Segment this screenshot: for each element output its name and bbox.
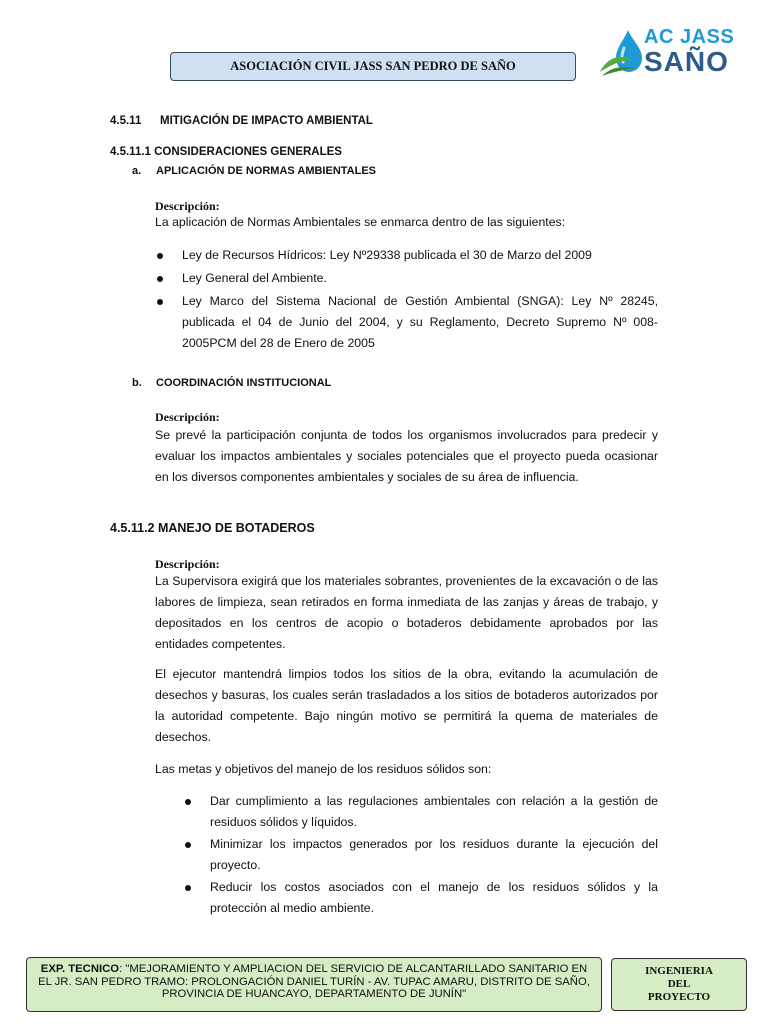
- paragraph-2: El ejecutor mantendrá limpios todos los sitios de la obra, evitando la acumulación de desechos y basuras, los cuales serán trasladados a los sitios de botaderos autorizados por la autoridad competente. Bajo ningún motivo se permitirá la quema de materiales de desechos.: [155, 667, 658, 744]
- water-drop-icon: [598, 26, 646, 78]
- logo-text-bottom: SAÑO: [644, 46, 729, 77]
- list-item: Dar cumplimiento a las regulaciones ambientales con relación a la gestión de residuos sólidos y líquidos.: [210, 791, 658, 833]
- bullet-list-c: [210, 791, 658, 919]
- list-item: Reducir los costos asociados con el manejo de los residuos sólidos y la protección al medio ambiente.: [210, 877, 658, 919]
- header-title: ASOCIACIÓN CIVIL JASS SAN PEDRO DE SAÑO: [230, 59, 516, 73]
- logo-text-top: AC JASS: [644, 26, 735, 48]
- bullet-icon: [185, 842, 191, 848]
- paragraph-3: Las metas y objetivos del manejo de los residuos sólidos son:: [155, 762, 492, 776]
- description-label-c: Descripción:: [155, 557, 220, 571]
- description-label-b: Descripción:: [155, 410, 220, 424]
- bullet-icon: [157, 253, 163, 259]
- footer-label: EXP. TECNICO: [40, 963, 120, 975]
- subsection-title-1: 4.5.11.1 CONSIDERACIONES GENERALES: [110, 146, 342, 158]
- bullet-icon: [185, 885, 191, 891]
- list-item: Minimizar los impactos generados por los residuos durante la ejecución del proyecto.: [210, 834, 658, 876]
- item-a-marker: a.: [132, 165, 142, 177]
- section-title: MITIGACIÓN DE IMPACTO AMBIENTAL: [160, 115, 373, 127]
- intro-text-a: La aplicación de Normas Ambientales se enmarca dentro de las siguientes:: [155, 215, 566, 229]
- footer-text: : "MEJORAMIENTO Y AMPLIACION DEL SERVICIO DE ALCANTARILLADO SANITARIO EN EL JR. SAN PEDRO TRAMO: PROLONGACIÓN DANIEL TURÍN - AV. TUPAC AMARU, DISTRITO DE SAÑO, PROVINCIA DE HUANCAYO, DEPARTAMENTO DE JUNÍN": [38, 963, 590, 1000]
- bullet-icon: [185, 799, 191, 805]
- bullet-icon: [157, 299, 163, 305]
- list-item: Ley General del Ambiente.: [182, 268, 658, 289]
- footer-right-line-1: INGENIERIA: [645, 965, 713, 977]
- header-title-box: [170, 52, 576, 81]
- item-b-marker: b.: [132, 377, 142, 389]
- subsection-title-2: 4.5.11.2 MANEJO DE BOTADEROS: [110, 521, 315, 535]
- footer-right-line-2: DEL: [667, 978, 691, 990]
- item-a-title: APLICACIÓN DE NORMAS AMBIENTALES: [156, 165, 376, 177]
- logo: [598, 26, 735, 78]
- description-label-a: Descripción:: [155, 199, 220, 213]
- list-item: Ley Marco del Sistema Nacional de Gestión Ambiental (SNGA): Ley Nº 28245, publicada el 04 de Junio del 2004, y su Reglamento, Decreto Supremo Nº 008-2005PCM del 28 de Enero de 2005: [182, 291, 658, 354]
- bullet-icon: [157, 276, 163, 282]
- bullet-list-a: [182, 245, 658, 354]
- paragraph-b: Se prevé la participación conjunta de todos los organismos involucrados para predecir y evaluar los impactos ambientales y sociales potenciales que el proyecto pueda ocasionar en los diversos componentes ambientales y sociales de su área de influencia.: [155, 428, 658, 484]
- paragraph-1: La Supervisora exigirá que los materiales sobrantes, provenientes de la excavación o de las labores de limpieza, sean retirados en forma inmediata de las zanjas y áreas de trabajo, y depositados en los centros de acopio o botaderos debidamente aprobados por las entidades competentes.: [155, 574, 658, 651]
- footer-project-box: [26, 957, 602, 1012]
- footer-right-line-3: PROYECTO: [647, 991, 711, 1003]
- list-item: Ley de Recursos Hídricos: Ley Nº29338 publicada el 30 de Marzo del 2009: [182, 245, 658, 266]
- section-number: 4.5.11: [110, 115, 142, 127]
- item-b-title: COORDINACIÓN INSTITUCIONAL: [156, 377, 332, 389]
- footer-engineering-box: [611, 958, 747, 1011]
